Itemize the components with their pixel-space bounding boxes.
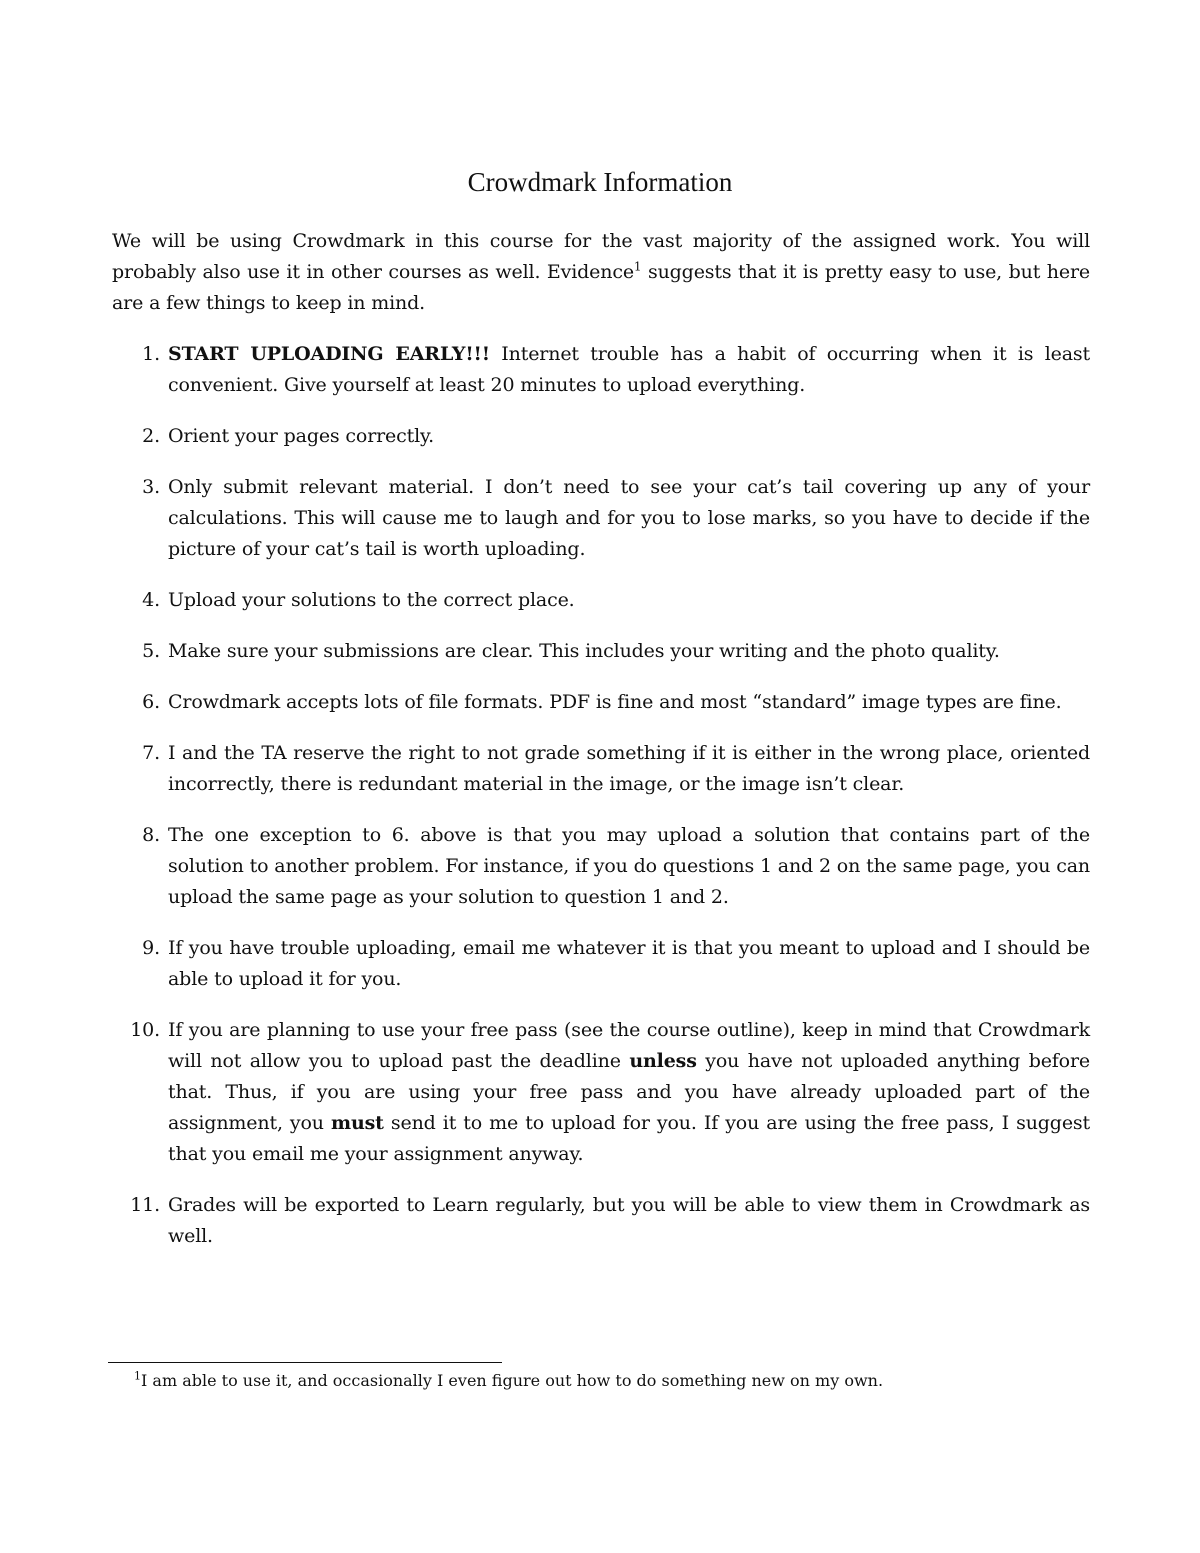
footnote: [134, 1370, 883, 1392]
intro-text-after: suggests that it is pretty easy to use, but here are a few things to keep in mind.: [112, 261, 1090, 314]
item-number: 1.: [142, 343, 160, 365]
item-number: 11.: [130, 1194, 160, 1216]
footnote-reference: 1: [633, 259, 642, 274]
item-text: Upload your solutions to the correct place.: [168, 589, 575, 611]
item-text: If you have trouble uploading, email me whatever it is that you meant to upload and I should be able to upload it for you.: [168, 937, 1090, 990]
item-emphasis: START UPLOADING EARLY!!!: [168, 343, 490, 365]
item-text: Only submit relevant material. I don’t need to see your cat’s tail covering up any of your calculations. This will cause me to laugh and for you to lose marks, so you have to decide if the picture of your cat’s tail is worth uploading.: [168, 476, 1090, 560]
list-item: [112, 1190, 1090, 1252]
item-number: 4.: [142, 589, 160, 611]
item-text: Grades will be exported to Learn regularly, but you will be able to view them in Crowdmark as well.: [168, 1194, 1090, 1247]
item-number: 5.: [142, 640, 160, 662]
list-item: [112, 687, 1090, 718]
list-item: [112, 1015, 1090, 1170]
list-item: [112, 636, 1090, 667]
list-item: [112, 933, 1090, 995]
page-title: Crowdmark Information: [467, 167, 733, 197]
list-item: [112, 585, 1090, 616]
item-number: 6.: [142, 691, 160, 713]
item-number: 8.: [142, 824, 160, 846]
item-text: Make sure your submissions are clear. This includes your writing and the photo quality.: [168, 640, 1000, 662]
list-item: [112, 738, 1090, 800]
intro-paragraph: [112, 226, 1090, 319]
item-number: 10.: [130, 1019, 160, 1041]
list-item: [112, 472, 1090, 565]
item-number: 2.: [142, 425, 160, 447]
footnote-text: I am able to use it, and occasionally I even figure out how to do something new on my own.: [141, 1371, 884, 1390]
document-body: [112, 226, 1090, 1272]
item-text: The one exception to 6. above is that you may upload a solution that contains part of the solution to another problem. For instance, if you do questions 1 and 2 on the same page, you can upload the same page as your solution to question 1 and 2.: [168, 824, 1090, 908]
item-text-part-2: you have not uploaded anything before that. Thus, if you are using your free pass and you have already uploaded part of the assignment, you: [168, 1050, 1090, 1134]
item-text: Crowdmark accepts lots of file formats. PDF is fine and most “standard” image types are fine.: [168, 691, 1062, 713]
list-item: [112, 820, 1090, 913]
intro-text-before: We will be using Crowdmark in this course for the vast majority of the assigned work. You will probably also use it in other courses as well. Evidence: [112, 230, 1090, 283]
item-number: 9.: [142, 937, 160, 959]
item-text-part-3: send it to me to upload for you. If you are using the free pass, I suggest that you email me your assignment anyway.: [168, 1112, 1090, 1165]
item-number: 3.: [142, 476, 160, 498]
item-text: Internet trouble has a habit of occurring when it is least convenient. Give yourself at least 20 minutes to upload everything.: [168, 343, 1090, 396]
item-emphasis-unless: unless: [629, 1050, 697, 1072]
item-number: 7.: [142, 742, 160, 764]
item-emphasis-must: must: [331, 1112, 384, 1134]
item-text: I and the TA reserve the right to not grade something if it is either in the wrong place, oriented incorrectly, there is redundant material in the image, or the image isn’t clear.: [168, 742, 1090, 795]
instruction-list: [112, 339, 1090, 1252]
footnote-mark: 1: [134, 1369, 141, 1383]
list-item: [112, 421, 1090, 452]
item-text: Orient your pages correctly.: [168, 425, 435, 447]
list-item: [112, 339, 1090, 401]
footnote-divider: [108, 1362, 502, 1363]
item-text-part-1: If you are planning to use your free pass (see the course outline), keep in mind that Crowdmark will not allow you to upload past the deadline: [168, 1019, 1090, 1072]
